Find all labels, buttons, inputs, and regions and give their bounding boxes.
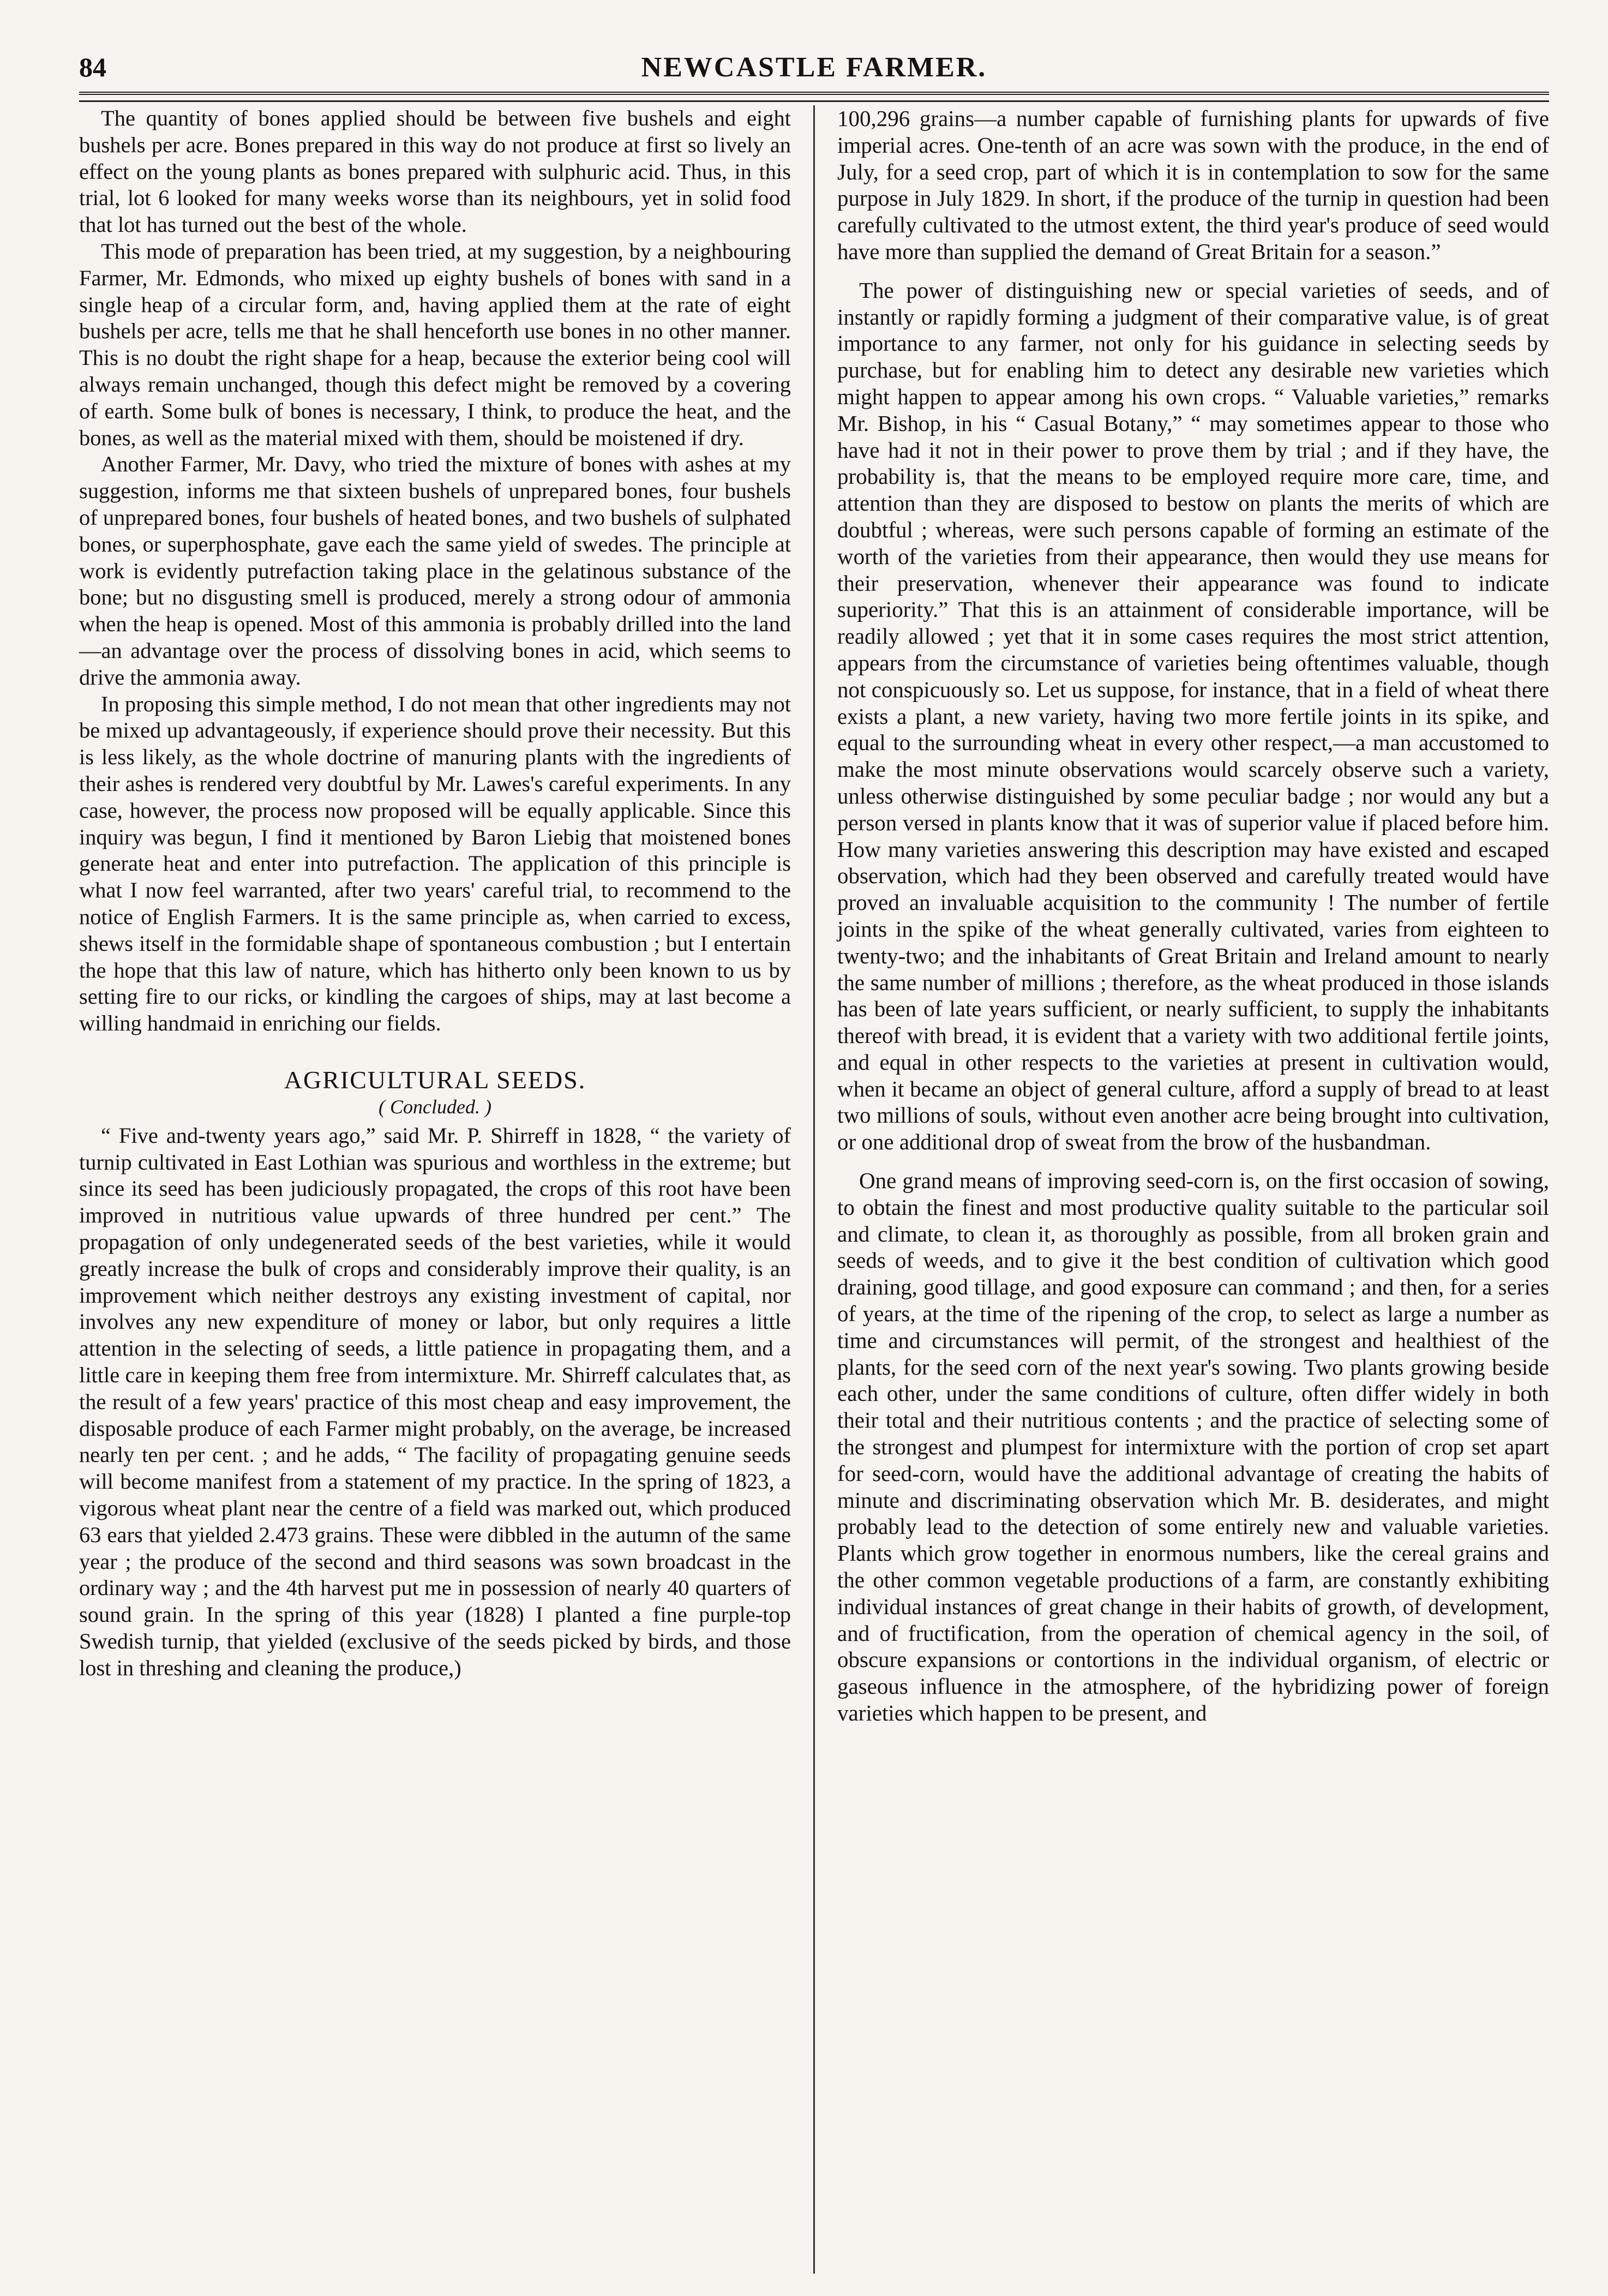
left-column <box>79 105 791 2274</box>
paragraph-gap <box>837 1155 1549 1167</box>
page-number: 84 <box>79 52 106 82</box>
columns <box>79 105 1549 2274</box>
newspaper-page <box>79 48 1549 2274</box>
left-paragraph: This mode of preparation has been tried, at my suggestion, by a neighbouring Farmer, Mr. Edmonds, who mixed up eighty bushels of bones with sand in a single heap of a circular form, and, having applied them at the rate of eight bushels per acre, tells me that he shall henceforth use bones in no other manner. This is no doubt the right shape for a heap, because the exterior being cool will always remain unchanged, though this defect might be removed by a covering of earth. Some bulk of bones is necessary, I think, to produce the heat, and the bones, as well as the material mixed with them, should be moistened if dry. <box>79 238 791 450</box>
section-subheading: ( Concluded. ) <box>379 1095 491 1118</box>
right-column <box>837 105 1549 2274</box>
left-paragraph: The quantity of bones applied should be between five bushels and eight bushels per acre. Bones prepared in this way do not produce at first so lively an effect on the young plants as bones prepared with sulphuric acid. Thus, in this trial, lot 6 looked for many weeks worse than its neighbours, yet in solid food that lot has turned out the best of the whole. <box>79 106 791 237</box>
page-header <box>79 48 1549 95</box>
right-paragraph: One grand means of improving seed-corn is, on the first occasion of sowing, to obtain the finest and most productive quality suitable to the particular soil and climate, to clean it, as thoroughly as possible, from all broken grain and seeds of weeds, and to give it the best condition of cultivation which good draining, good tillage, and good exposure can command ; and then, for a series of years, at the time of the ripening of the crop, to select as large a number as time and circumstances will permit, of the strongest and healthiest of the plants, for the seed corn of the next year's sowing. Two plants growing beside each other, under the same conditions of culture, often differ widely in both their total and their nutritious contents ; and the practice of selecting some of the strongest and plumpest for intermixture with the portion of crop set apart for seed-corn, would have the additional advantage of creating the habits of minute and discriminating observation which Mr. B. desiderates, and might probably lead to the detection of some entirely new and valuable varieties. Plants which grow together in enormous numbers, like the cereal grains and the other common vegetable productions of a farm, are constantly exhibiting individual instances of great change in their habits of growth, of development, and of fructification, from the operation of chemical agency in the soil, of obscure expansions or contortions in the individual organism, of electric or gaseous influence in the atmosphere, of the hybridizing power of foreign varieties which happen to be present, and <box>837 1168 1549 1726</box>
journal-title: NEWCASTLE FARMER. <box>641 52 987 83</box>
section-paragraph: “ Five and-twenty years ago,” said Mr. P. Shirreff in 1828, “ the variety of turnip cultivated in East Lothian was spurious and worthless in the extreme; but since its seed has been judiciously propagated, the crops of this root have been improved in nutritious value upwards of three hundred per cent.” The propagation of only undegenerated seeds of the best varieties, while it would greatly increase the bulk of crops and considerably improve their quality, is an improvement which neither destroys any existing investment of capital, nor involves any new expenditure of money or labor, but only requires a little attention in the selecting of seeds, a little patience in propagating them, and a little care in keeping them free from intermixture. Mr. Shirreff calculates that, as the result of a few years' practice of this most cheap and easy improvement, the disposable produce of each Farmer might probably, on the average, be increased nearly ten per cent. ; and he adds, “ The facility of propagating genuine seeds will become manifest from a statement of my practice. In the spring of 1823, a vigorous wheat plant near the centre of a field was marked out, which produced 63 ears that yielded 2.473 grains. These were dibbled in the autumn of the same year ; the produce of the second and third seasons was sown broadcast in the ordinary way ; and the 4th harvest put me in possession of nearly 40 quarters of sound grain. In the spring of this year (1828) I planted a fine purple-top Swedish turnip, that yielded (exclusive of the seeds picked by birds, and those lost in threshing and cleaning the produce,) <box>79 1123 791 1680</box>
header-rule <box>79 100 1549 102</box>
left-paragraph: In proposing this simple method, I do not mean that other ingredients may not be mixed up advantageously, if experience should prove their necessity. But this is less likely, as the whole doctrine of manuring plants with the ingredients of their ashes is rendered very doubtful by Mr. Lawes's careful experiments. In any case, however, the process now proposed will be equally applicable. Since this inquiry was begun, I find it mentioned by Baron Liebig that moistened bones generate heat and enter into putrefaction. The application of this principle is what I now feel warranted, after two years' careful trial, to recommend to the notice of English Farmers. It is the same principle as, when carried to excess, shews itself in the formidable shape of spontaneous combustion ; but I entertain the hope that this law of nature, which has hitherto only been known to us by setting fire to our ricks, or kindling the cargoes of ships, may at last become a willing handmaid in enriching our fields. <box>79 691 791 1036</box>
paragraph-gap <box>837 265 1549 277</box>
section-heading: AGRICULTURAL SEEDS. <box>284 1065 586 1094</box>
right-paragraph: 100,296 grains—a number capable of furnishing plants for upwards of five imperial acres. One-tenth of an acre was sown with the produce, in the end of July, for a seed crop, part of which it is in contemplation to sow for the same purpose in July 1829. In short, if the produce of the turnip in question had been carefully cultivated to the utmost extent, the third year's produce of seed would have more than supplied the demand of Great Britain for a season.” <box>837 106 1549 264</box>
column-divider <box>813 105 815 2274</box>
left-paragraph: Another Farmer, Mr. Davy, who tried the mixture of bones with ashes at my suggestion, informs me that sixteen bushels of unprepared bones, four bushels of unprepared bones, four bushels of heated bones, and two bushels of sulphated bones, or superphosphate, gave each the same yield of swedes. The principle at work is evidently putrefaction taking place in the gelatinous substance of the bone; but no disgusting smell is produced, merely a strong odour of ammonia when the heap is opened. Most of this ammonia is probably drilled into the land—an advantage over the process of dissolving bones in acid, which seems to drive the ammonia away. <box>79 452 791 690</box>
right-paragraph: The power of distinguishing new or special varieties of seeds, and of instantly or rapidly forming a judgment of their comparative value, is of great importance to any farmer, not only for his guidance in selecting seeds by purchase, but for enabling him to detect any desirable new varieties which might happen to appear among his own crops. “ Valuable varieties,” remarks Mr. Bishop, in his “ Casual Botany,” “ may sometimes appear to those who have had it not in their power to prove them by trial ; and if they have, the probability is, that the means to be employed require more care, time, and attention than they are disposed to bestow on plants the merits of which are doubtful ; whereas, were such persons capable of forming an estimate of the worth of the varieties from their appearance, then would they use means for their preservation, whenever their appearance was found to indicate superiority.” That this is an attainment of considerable importance, will be readily allowed ; yet that it in some cases requires the most strict attention, appears from the circumstance of varieties being oftentimes valuable, though not conspicuously so. Let us suppose, for instance, that in a field of wheat there exists a plant, a new variety, having two more fertile joints in its spike, and equal to the surrounding wheat in every other respect,—a man accustomed to make the most minute observations would scarcely observe such a variety, unless otherwise distinguished by some peculiar badge ; nor would any but a person versed in plants know that it was of superior value if placed before him. How many varieties answering this description may have existed and escaped observation, which had they been observed and carefully treated would have proved an invaluable acquisition to the community ! The number of fertile joints in the spike of the wheat generally cultivated, varies from eighteen to twenty-two; and the inhabitants of Great Britain and Ireland amount to nearly the same number of millions ; therefore, as the wheat produced in those islands has been of late years sufficient, or nearly sufficient, to supply the inhabitants thereof with bread, it is evident that a variety with two additional fertile joints, and equal in other respects to the varieties at present in cultivation would, when it became an object of general culture, afford a supply of bread to at least two millions of souls, without even another acre being brought into cultivation, or one additional drop of sweat from the brow of the husbandman. <box>837 277 1549 1155</box>
